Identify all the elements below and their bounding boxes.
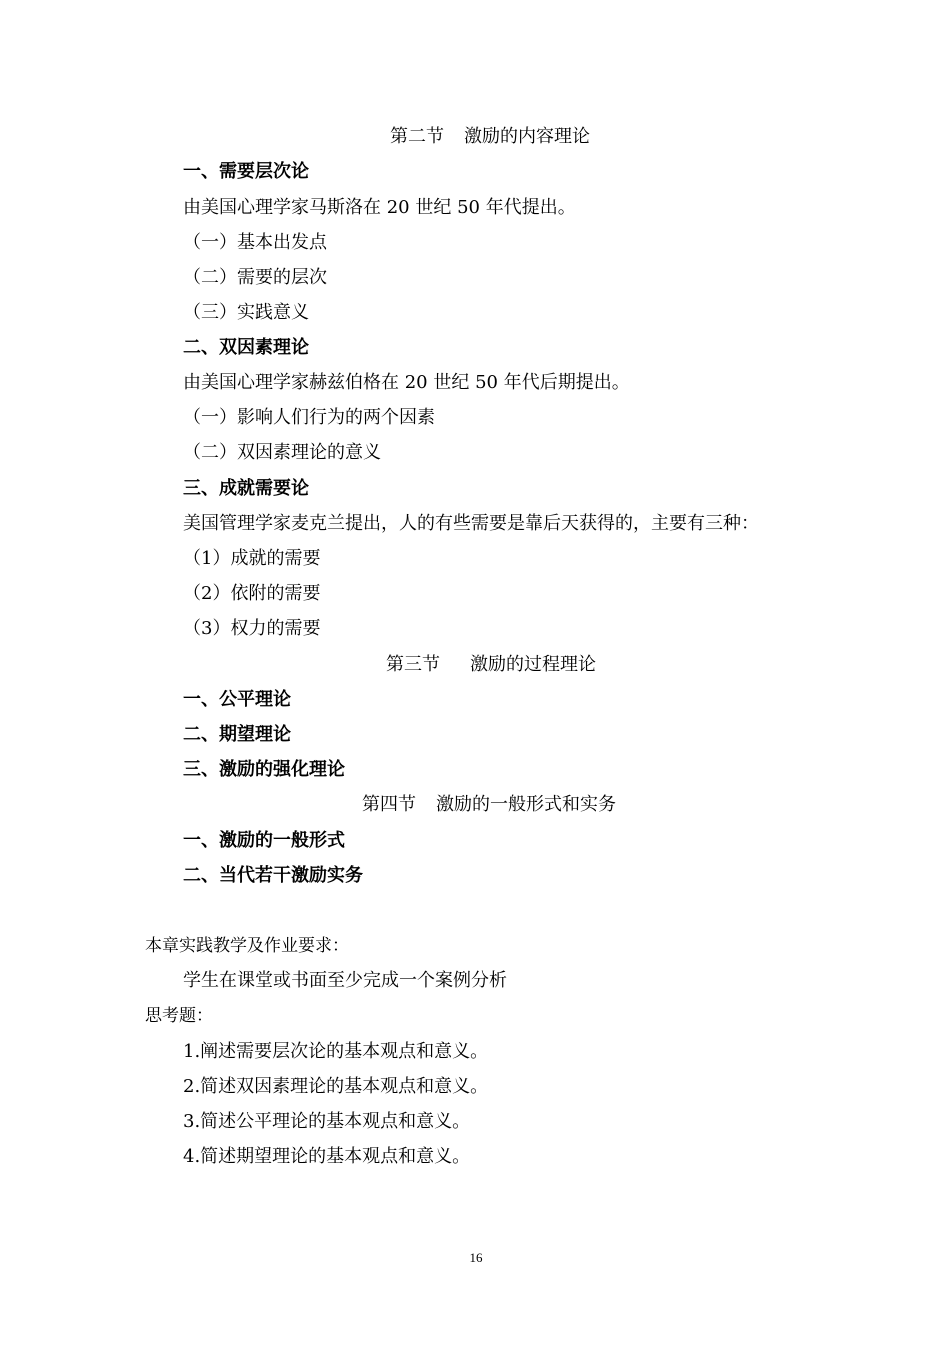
section-title bbox=[362, 793, 616, 817]
questions-label: 思考题： bbox=[145, 1006, 213, 1026]
subsection-heading: 三、激励的强化理论 bbox=[183, 759, 345, 780]
subsection-heading: 二、当代若干激励实务 bbox=[183, 865, 363, 886]
paragraph-line: 由美国心理学家马斯洛在 20 世纪 50 年代提出。 bbox=[183, 197, 576, 218]
section-number: 第三节 bbox=[386, 654, 440, 675]
paragraph-line: （1）成就的需要 bbox=[183, 548, 321, 569]
paragraph-line: （一）影响人们行为的两个因素 bbox=[183, 407, 435, 428]
section-name: 激励的过程理论 bbox=[470, 654, 596, 675]
subsection-heading: 一、激励的一般形式 bbox=[183, 830, 345, 851]
section-name: 激励的一般形式和实务 bbox=[436, 794, 616, 815]
section-number: 第二节 bbox=[390, 126, 444, 147]
section-name: 激励的内容理论 bbox=[464, 126, 590, 147]
subsection-heading: 三、成就需要论 bbox=[183, 478, 309, 499]
paragraph-line: 美国管理学家麦克兰提出，人的有些需要是靠后天获得的，主要有三种： bbox=[183, 513, 759, 534]
question-item: 1.阐述需要层次论的基本观点和意义。 bbox=[183, 1041, 489, 1062]
page-number: 16 bbox=[469, 1250, 483, 1265]
question-item: 3.简述公平理论的基本观点和意义。 bbox=[183, 1111, 471, 1132]
section-title bbox=[390, 125, 590, 149]
paragraph-line: （二）需要的层次 bbox=[183, 267, 327, 288]
paragraph-line: （2）依附的需要 bbox=[183, 583, 321, 604]
paragraph-line: 由美国心理学家赫兹伯格在 20 世纪 50 年代后期提出。 bbox=[183, 372, 630, 393]
subsection-heading: 二、双因素理论 bbox=[183, 337, 309, 358]
paragraph-line: （二）双因素理论的意义 bbox=[183, 442, 381, 463]
subsection-heading: 一、公平理论 bbox=[183, 689, 291, 710]
paragraph-line: （一）基本出发点 bbox=[183, 232, 327, 253]
paragraph-line: （3）权力的需要 bbox=[183, 618, 321, 639]
practice-text: 学生在课堂或书面至少完成一个案例分析 bbox=[183, 970, 507, 991]
section-number: 第四节 bbox=[362, 794, 416, 815]
question-item: 2.简述双因素理论的基本观点和意义。 bbox=[183, 1076, 489, 1097]
section-title bbox=[386, 653, 596, 677]
paragraph-line: （三）实践意义 bbox=[183, 302, 309, 323]
question-item: 4.简述期望理论的基本观点和意义。 bbox=[183, 1146, 471, 1167]
subsection-heading: 二、期望理论 bbox=[183, 724, 291, 745]
subsection-heading: 一、需要层次论 bbox=[183, 161, 309, 182]
practice-label: 本章实践教学及作业要求： bbox=[145, 936, 349, 956]
